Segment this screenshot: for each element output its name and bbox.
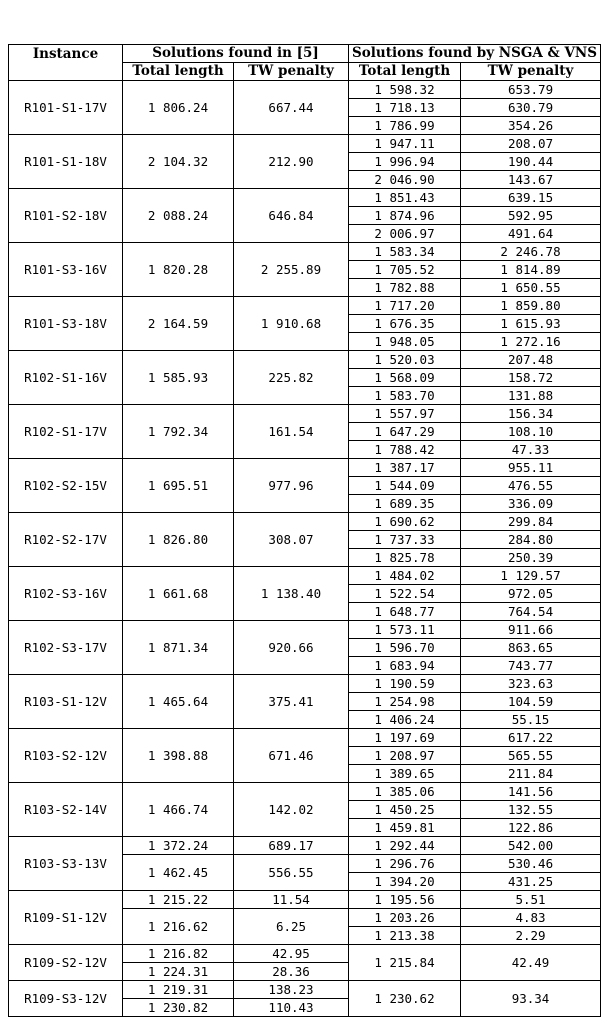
nsga-total-length-cell: 1 851.43 xyxy=(349,189,461,207)
ref-tw-penalty-cell: 2 255.89 xyxy=(234,243,349,297)
instance-cell: R102-S2-17V xyxy=(9,513,123,567)
header-row-groups xyxy=(9,45,601,63)
instance-cell: R101-S2-18V xyxy=(9,189,123,243)
nsga-tw-penalty-cell: 131.88 xyxy=(461,387,601,405)
nsga-total-length-cell: 1 557.97 xyxy=(349,405,461,423)
nsga-total-length-cell: 1 717.20 xyxy=(349,297,461,315)
nsga-tw-penalty-cell: 1 859.80 xyxy=(461,297,601,315)
ref-total-length-cell: 1 224.31 xyxy=(123,963,234,981)
nsga-tw-penalty-cell: 42.49 xyxy=(461,945,601,981)
nsga-total-length-cell: 1 782.88 xyxy=(349,279,461,297)
nsga-total-length-cell: 1 689.35 xyxy=(349,495,461,513)
instance-cell: R101-S3-18V xyxy=(9,297,123,351)
col-header-instance: Instance xyxy=(9,45,123,81)
results-table-body xyxy=(9,81,601,1017)
nsga-tw-penalty-cell: 617.22 xyxy=(461,729,601,747)
nsga-total-length-cell: 1 389.65 xyxy=(349,765,461,783)
ref-total-length-cell: 1 806.24 xyxy=(123,81,234,135)
instance-cell: R102-S3-16V xyxy=(9,567,123,621)
nsga-tw-penalty-cell: 863.65 xyxy=(461,639,601,657)
ref-total-length-cell: 1 230.82 xyxy=(123,999,234,1017)
nsga-total-length-cell: 1 385.06 xyxy=(349,783,461,801)
nsga-tw-penalty-cell: 764.54 xyxy=(461,603,601,621)
ref-total-length-cell: 1 871.34 xyxy=(123,621,234,675)
nsga-tw-penalty-cell: 208.07 xyxy=(461,135,601,153)
nsga-total-length-cell: 1 948.05 xyxy=(349,333,461,351)
ref-tw-penalty-cell: 556.55 xyxy=(234,855,349,891)
nsga-total-length-cell: 1 520.03 xyxy=(349,351,461,369)
nsga-total-length-cell: 1 292.44 xyxy=(349,837,461,855)
ref-total-length-cell: 1 398.88 xyxy=(123,729,234,783)
ref-total-length-cell: 1 462.45 xyxy=(123,855,234,891)
table-row xyxy=(9,189,601,207)
nsga-total-length-cell: 1 203.26 xyxy=(349,909,461,927)
ref-tw-penalty-cell: 11.54 xyxy=(234,891,349,909)
ref-total-length-cell: 1 465.64 xyxy=(123,675,234,729)
nsga-total-length-cell: 1 197.69 xyxy=(349,729,461,747)
nsga-tw-penalty-cell: 911.66 xyxy=(461,621,601,639)
nsga-total-length-cell: 1 208.97 xyxy=(349,747,461,765)
ref-total-length-cell: 1 585.93 xyxy=(123,351,234,405)
ref-tw-penalty-cell: 225.82 xyxy=(234,351,349,405)
nsga-tw-penalty-cell: 639.15 xyxy=(461,189,601,207)
nsga-tw-penalty-cell: 630.79 xyxy=(461,99,601,117)
ref-tw-penalty-cell: 110.43 xyxy=(234,999,349,1017)
nsga-tw-penalty-cell: 1 650.55 xyxy=(461,279,601,297)
ref-tw-penalty-cell: 375.41 xyxy=(234,675,349,729)
ref-tw-penalty-cell: 1 138.40 xyxy=(234,567,349,621)
nsga-tw-penalty-cell: 972.05 xyxy=(461,585,601,603)
nsga-tw-penalty-cell: 284.80 xyxy=(461,531,601,549)
nsga-tw-penalty-cell: 354.26 xyxy=(461,117,601,135)
nsga-tw-penalty-cell: 491.64 xyxy=(461,225,601,243)
nsga-total-length-cell: 1 190.59 xyxy=(349,675,461,693)
col-header-ref-tw-penalty: TW penalty xyxy=(234,63,349,81)
col-group-nsga: Solutions found by NSGA & VNS xyxy=(349,45,601,63)
nsga-total-length-cell: 1 254.98 xyxy=(349,693,461,711)
nsga-tw-penalty-cell: 4.83 xyxy=(461,909,601,927)
nsga-total-length-cell: 1 683.94 xyxy=(349,657,461,675)
nsga-total-length-cell: 1 230.62 xyxy=(349,981,461,1017)
ref-tw-penalty-cell: 646.84 xyxy=(234,189,349,243)
nsga-tw-penalty-cell: 565.55 xyxy=(461,747,601,765)
nsga-total-length-cell: 1 788.42 xyxy=(349,441,461,459)
nsga-total-length-cell: 1 786.99 xyxy=(349,117,461,135)
nsga-total-length-cell: 1 459.81 xyxy=(349,819,461,837)
nsga-tw-penalty-cell: 55.15 xyxy=(461,711,601,729)
ref-total-length-cell: 1 466.74 xyxy=(123,783,234,837)
col-header-ref-total-length: Total length xyxy=(123,63,234,81)
nsga-tw-penalty-cell: 592.95 xyxy=(461,207,601,225)
instance-cell: R109-S1-12V xyxy=(9,891,123,945)
table-row xyxy=(9,945,601,963)
nsga-total-length-cell: 1 195.56 xyxy=(349,891,461,909)
nsga-total-length-cell: 1 296.76 xyxy=(349,855,461,873)
nsga-tw-penalty-cell: 2 246.78 xyxy=(461,243,601,261)
nsga-tw-penalty-cell: 299.84 xyxy=(461,513,601,531)
nsga-tw-penalty-cell: 1 129.57 xyxy=(461,567,601,585)
nsga-total-length-cell: 2 046.90 xyxy=(349,171,461,189)
ref-total-length-cell: 1 219.31 xyxy=(123,981,234,999)
ref-total-length-cell: 2 088.24 xyxy=(123,189,234,243)
results-table xyxy=(8,44,601,1017)
table-row xyxy=(9,729,601,747)
nsga-total-length-cell: 2 006.97 xyxy=(349,225,461,243)
nsga-tw-penalty-cell: 122.86 xyxy=(461,819,601,837)
table-row xyxy=(9,837,601,855)
ref-total-length-cell: 2 104.32 xyxy=(123,135,234,189)
table-row xyxy=(9,459,601,477)
nsga-tw-penalty-cell: 108.10 xyxy=(461,423,601,441)
table-row xyxy=(9,243,601,261)
ref-tw-penalty-cell: 28.36 xyxy=(234,963,349,981)
ref-total-length-cell: 1 826.80 xyxy=(123,513,234,567)
nsga-total-length-cell: 1 947.11 xyxy=(349,135,461,153)
nsga-total-length-cell: 1 522.54 xyxy=(349,585,461,603)
nsga-total-length-cell: 1 544.09 xyxy=(349,477,461,495)
nsga-total-length-cell: 1 596.70 xyxy=(349,639,461,657)
ref-total-length-cell: 1 372.24 xyxy=(123,837,234,855)
nsga-tw-penalty-cell: 156.34 xyxy=(461,405,601,423)
table-row xyxy=(9,351,601,369)
nsga-total-length-cell: 1 568.09 xyxy=(349,369,461,387)
ref-total-length-cell: 1 215.22 xyxy=(123,891,234,909)
nsga-tw-penalty-cell: 1 814.89 xyxy=(461,261,601,279)
nsga-total-length-cell: 1 647.29 xyxy=(349,423,461,441)
ref-tw-penalty-cell: 6.25 xyxy=(234,909,349,945)
ref-tw-penalty-cell: 689.17 xyxy=(234,837,349,855)
nsga-total-length-cell: 1 573.11 xyxy=(349,621,461,639)
nsga-total-length-cell: 1 213.38 xyxy=(349,927,461,945)
instance-cell: R103-S2-14V xyxy=(9,783,123,837)
nsga-tw-penalty-cell: 530.46 xyxy=(461,855,601,873)
table-row xyxy=(9,135,601,153)
table-row xyxy=(9,891,601,909)
nsga-total-length-cell: 1 583.70 xyxy=(349,387,461,405)
nsga-tw-penalty-cell: 1 615.93 xyxy=(461,315,601,333)
ref-tw-penalty-cell: 212.90 xyxy=(234,135,349,189)
table-row xyxy=(9,513,601,531)
nsga-tw-penalty-cell: 93.34 xyxy=(461,981,601,1017)
instance-cell: R109-S2-12V xyxy=(9,945,123,981)
ref-total-length-cell: 1 820.28 xyxy=(123,243,234,297)
ref-tw-penalty-cell: 920.66 xyxy=(234,621,349,675)
nsga-total-length-cell: 1 394.20 xyxy=(349,873,461,891)
nsga-tw-penalty-cell: 2.29 xyxy=(461,927,601,945)
ref-total-length-cell: 2 164.59 xyxy=(123,297,234,351)
nsga-tw-penalty-cell: 653.79 xyxy=(461,81,601,99)
instance-cell: R103-S2-12V xyxy=(9,729,123,783)
nsga-tw-penalty-cell: 132.55 xyxy=(461,801,601,819)
ref-tw-penalty-cell: 671.46 xyxy=(234,729,349,783)
table-row xyxy=(9,297,601,315)
instance-cell: R102-S1-16V xyxy=(9,351,123,405)
nsga-tw-penalty-cell: 323.63 xyxy=(461,675,601,693)
nsga-tw-penalty-cell: 955.11 xyxy=(461,459,601,477)
ref-total-length-cell: 1 216.62 xyxy=(123,909,234,945)
instance-cell: R103-S1-12V xyxy=(9,675,123,729)
nsga-tw-penalty-cell: 143.67 xyxy=(461,171,601,189)
nsga-tw-penalty-cell: 47.33 xyxy=(461,441,601,459)
table-row xyxy=(9,81,601,99)
instance-cell: R102-S1-17V xyxy=(9,405,123,459)
nsga-tw-penalty-cell: 158.72 xyxy=(461,369,601,387)
nsga-tw-penalty-cell: 250.39 xyxy=(461,549,601,567)
table-row xyxy=(9,405,601,423)
nsga-total-length-cell: 1 718.13 xyxy=(349,99,461,117)
nsga-tw-penalty-cell: 141.56 xyxy=(461,783,601,801)
nsga-total-length-cell: 1 737.33 xyxy=(349,531,461,549)
nsga-tw-penalty-cell: 211.84 xyxy=(461,765,601,783)
ref-tw-penalty-cell: 667.44 xyxy=(234,81,349,135)
ref-total-length-cell: 1 661.68 xyxy=(123,567,234,621)
nsga-tw-penalty-cell: 5.51 xyxy=(461,891,601,909)
nsga-total-length-cell: 1 996.94 xyxy=(349,153,461,171)
table-row xyxy=(9,621,601,639)
nsga-tw-penalty-cell: 743.77 xyxy=(461,657,601,675)
instance-cell: R101-S1-18V xyxy=(9,135,123,189)
instance-cell: R103-S3-13V xyxy=(9,837,123,891)
nsga-total-length-cell: 1 215.84 xyxy=(349,945,461,981)
nsga-total-length-cell: 1 406.24 xyxy=(349,711,461,729)
col-group-ref: Solutions found in [5] xyxy=(123,45,349,63)
nsga-tw-penalty-cell: 336.09 xyxy=(461,495,601,513)
nsga-tw-penalty-cell: 542.00 xyxy=(461,837,601,855)
nsga-total-length-cell: 1 690.62 xyxy=(349,513,461,531)
nsga-total-length-cell: 1 648.77 xyxy=(349,603,461,621)
nsga-total-length-cell: 1 598.32 xyxy=(349,81,461,99)
nsga-tw-penalty-cell: 476.55 xyxy=(461,477,601,495)
nsga-tw-penalty-cell: 207.48 xyxy=(461,351,601,369)
col-header-nsga-total-length: Total length xyxy=(349,63,461,81)
ref-tw-penalty-cell: 142.02 xyxy=(234,783,349,837)
nsga-total-length-cell: 1 387.17 xyxy=(349,459,461,477)
instance-cell: R109-S3-12V xyxy=(9,981,123,1017)
nsga-total-length-cell: 1 705.52 xyxy=(349,261,461,279)
col-header-nsga-tw-penalty: TW penalty xyxy=(461,63,601,81)
table-row xyxy=(9,783,601,801)
table-row xyxy=(9,981,601,999)
ref-total-length-cell: 1 792.34 xyxy=(123,405,234,459)
nsga-total-length-cell: 1 825.78 xyxy=(349,549,461,567)
ref-tw-penalty-cell: 138.23 xyxy=(234,981,349,999)
nsga-total-length-cell: 1 583.34 xyxy=(349,243,461,261)
nsga-total-length-cell: 1 676.35 xyxy=(349,315,461,333)
results-table-header xyxy=(9,45,601,81)
nsga-tw-penalty-cell: 190.44 xyxy=(461,153,601,171)
ref-tw-penalty-cell: 161.54 xyxy=(234,405,349,459)
ref-total-length-cell: 1 216.82 xyxy=(123,945,234,963)
instance-cell: R102-S3-17V xyxy=(9,621,123,675)
instance-cell: R102-S2-15V xyxy=(9,459,123,513)
ref-tw-penalty-cell: 42.95 xyxy=(234,945,349,963)
table-row xyxy=(9,567,601,585)
table-row xyxy=(9,675,601,693)
ref-total-length-cell: 1 695.51 xyxy=(123,459,234,513)
nsga-total-length-cell: 1 874.96 xyxy=(349,207,461,225)
nsga-tw-penalty-cell: 1 272.16 xyxy=(461,333,601,351)
nsga-total-length-cell: 1 450.25 xyxy=(349,801,461,819)
nsga-total-length-cell: 1 484.02 xyxy=(349,567,461,585)
nsga-tw-penalty-cell: 104.59 xyxy=(461,693,601,711)
instance-cell: R101-S3-16V xyxy=(9,243,123,297)
instance-cell: R101-S1-17V xyxy=(9,81,123,135)
ref-tw-penalty-cell: 1 910.68 xyxy=(234,297,349,351)
ref-tw-penalty-cell: 308.07 xyxy=(234,513,349,567)
ref-tw-penalty-cell: 977.96 xyxy=(234,459,349,513)
nsga-tw-penalty-cell: 431.25 xyxy=(461,873,601,891)
